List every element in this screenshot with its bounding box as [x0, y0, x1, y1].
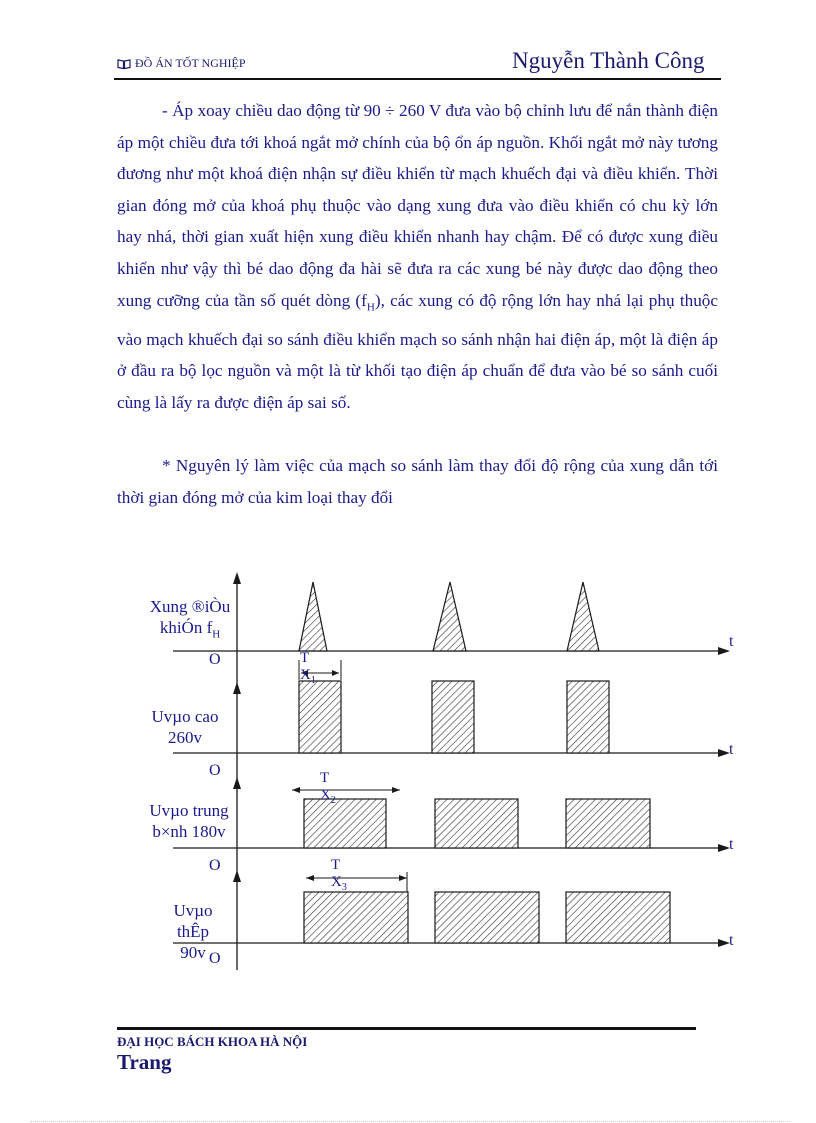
author-name: Nguyễn Thành Công — [512, 48, 705, 73]
row4-label-line1: Uvµo — [173, 901, 213, 920]
university-name: ĐẠI HỌC BÁCH KHOA HÀ NỘI — [117, 1034, 308, 1049]
row4-label-line2: thÊp — [176, 922, 210, 941]
pulse-low-voltage — [304, 892, 408, 943]
pulse-high-voltage — [299, 681, 341, 753]
paragraph-1-text: - Áp xoay chiều dao động từ 90 ÷ 260 V đưa vào bộ chỉnh lưu để nắn thành điện áp một chiều đưa tới khoá ngắt mở chính của bộ ổn áp nguồn. Khối ngắt mở này tương đương như một khoá điện nhận sự điều khiển từ mạch khuếch đại và điều khiển. Thời gian đóng mở của khoá phụ thuộc vào dạng xung đưa vào điều khiển có chu kỳ lớn hay nhá, thời gian xuất hiện xung điều khiển nhanh hay chậm. Để có được xung điều khiển như vậy thì bé dao động đa hài sẽ đưa ra các xung bé này được dao động theo xung cưỡng của tần số quét dòng (f — [117, 101, 718, 310]
trigger-pulse — [299, 582, 327, 651]
row2-label — [130, 706, 240, 748]
trigger-pulse — [433, 582, 466, 651]
paragraph-2: * Nguyên lý làm việc của mạch so sánh làm thay đổi độ rộng của xung dẫn tới thời gian đóng mở của kim loại thay đổi — [117, 456, 718, 507]
pulse-medium-voltage — [304, 799, 386, 848]
origin-label: O — [209, 651, 221, 668]
time-axis-label: t — [729, 633, 734, 650]
pulse-high-voltage — [432, 681, 474, 753]
row1-label-line2: khiÓn $f_H$ — [159, 618, 221, 641]
origin-label: O — [209, 950, 221, 967]
row1-label — [140, 596, 240, 645]
time-axis-label: t — [729, 836, 734, 853]
tx2-label: T $X_2$ — [320, 770, 336, 806]
timing-diagram-svg — [0, 560, 816, 980]
pulse-medium-voltage — [435, 799, 518, 848]
tx3-label: T $X_3$ — [331, 857, 347, 893]
pulse-low-voltage — [435, 892, 539, 943]
row3-label-line1: Uvµo trung — [149, 801, 229, 820]
tx3-dimension — [306, 872, 407, 892]
paragraph-1-subscript: H — [366, 301, 375, 313]
pulse-high-voltage — [567, 681, 609, 753]
page-bottom-dots — [30, 1121, 790, 1122]
origin-label: O — [209, 762, 221, 779]
paragraph-1 — [117, 95, 718, 418]
pulse-medium-voltage — [566, 799, 650, 848]
header-rule — [114, 78, 721, 80]
row2-label-line2: 260v — [168, 728, 202, 747]
page-label: Trang — [117, 1050, 172, 1074]
vertical-axis-arrow — [233, 572, 241, 584]
row3-label — [130, 800, 248, 842]
row4-label-line3: 90v — [180, 943, 206, 962]
time-axis-label: t — [729, 741, 734, 758]
trigger-pulse — [567, 582, 599, 651]
footer-rule — [117, 1027, 696, 1030]
row2-label-line1: Uvµo cao — [151, 707, 219, 726]
book-icon — [117, 59, 131, 69]
tx2-dimension — [292, 787, 400, 793]
origin-label: O — [209, 857, 221, 874]
row4-label — [150, 900, 236, 962]
thesis-title: ĐỒ ÁN TỐT NGHIỆP — [135, 56, 246, 70]
time-axis-label: t — [729, 932, 734, 949]
row3-label-line2: b×nh 180v — [152, 822, 226, 841]
header-left — [117, 56, 246, 71]
pulse-low-voltage — [566, 892, 670, 943]
paragraph-1-rest: ), các xung có độ rộng lớn hay nhá lại phụ thuộc vào mạch khuếch đại so sánh điều khiển mạch so sánh nhận hai điện áp, một là điện áp ở đầu ra bộ lọc nguồn và một là từ khối tạo điện áp chuẩn để đưa vào bé so sánh cuối cùng là lấy ra được điện áp sai số. — [117, 290, 719, 412]
row1-label-line1: Xung ®iÒu — [149, 597, 231, 616]
tx1-label: T $X_1$ — [300, 650, 316, 686]
